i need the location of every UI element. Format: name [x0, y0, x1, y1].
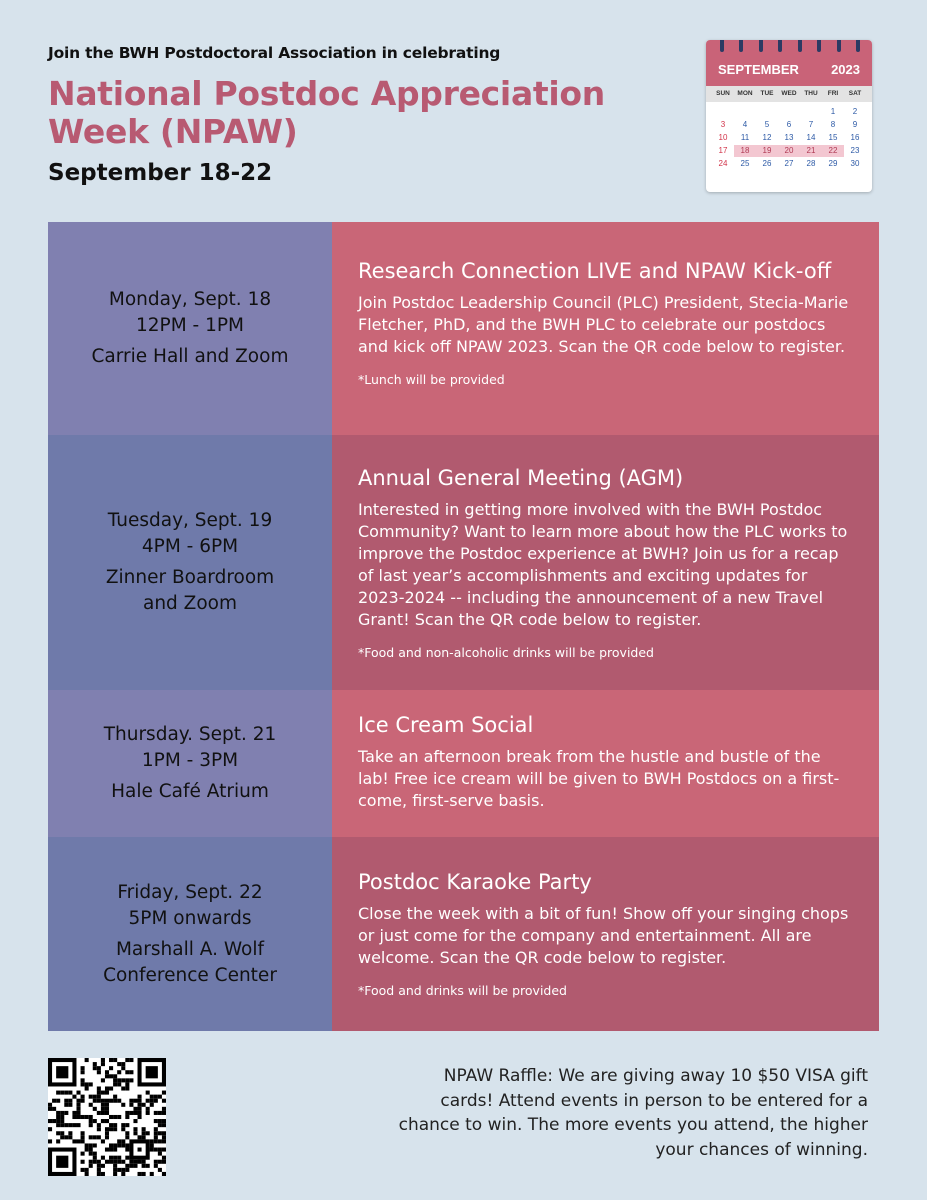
- calendar-day: 26: [762, 159, 772, 168]
- event-location: Hale Café Atrium: [111, 781, 269, 802]
- calendar-day: 21: [800, 145, 822, 157]
- calendar-day: [800, 106, 822, 118]
- event-details: [332, 435, 879, 690]
- qr-code-icon: [48, 1058, 166, 1176]
- event-time: 5PM onwards: [128, 907, 252, 929]
- calendar-day: 13: [784, 133, 794, 142]
- calendar-day: 12: [762, 133, 772, 142]
- event-when: [48, 222, 332, 435]
- calendar-day: 3: [720, 120, 726, 129]
- event-when: [48, 690, 332, 837]
- event-time: 1PM - 3PM: [141, 750, 239, 771]
- calendar-month: SEPTEMBER: [718, 62, 799, 77]
- event-location: Carrie Hall and Zoom: [91, 346, 289, 367]
- calendar-day: 23: [850, 146, 860, 155]
- event-day: Monday, Sept. 18: [108, 289, 272, 310]
- event-location: and Zoom: [142, 593, 238, 614]
- calendar-day: 5: [764, 120, 770, 129]
- event-day: Friday, Sept. 22: [117, 881, 263, 903]
- calendar-day: 22: [822, 145, 844, 157]
- event-location: Marshall A. Wolf: [115, 938, 265, 960]
- event-description: Close the week with a bit of fun! Show off your singing chops or just come for the company and entertainment. All are welcome. Scan the QR code below to register.: [358, 904, 849, 967]
- calendar-day: 20: [778, 145, 800, 157]
- calendar-year: 2023: [831, 62, 860, 77]
- calendar-weekday: WED: [781, 90, 797, 97]
- event-details: [332, 222, 879, 435]
- calendar-days: [706, 102, 872, 174]
- calendar-day: 10: [718, 133, 728, 142]
- calendar-day: 7: [808, 120, 814, 129]
- event-location: Conference Center: [103, 964, 277, 986]
- calendar-day: 25: [740, 159, 750, 168]
- calendar-day: [778, 106, 800, 118]
- event-details: [332, 837, 879, 1031]
- calendar-day: 9: [852, 120, 858, 129]
- event-location: Zinner Boardroom: [105, 567, 275, 588]
- event-dates: September 18-22: [48, 160, 273, 186]
- event-day: Thursday. Sept. 21: [103, 724, 277, 745]
- calendar-day: [712, 106, 734, 118]
- calendar-day: 19: [756, 145, 778, 157]
- event-row-friday: [48, 837, 879, 1031]
- calendar-day: 11: [740, 133, 750, 142]
- calendar-weekday: SAT: [848, 90, 862, 97]
- event-title: Postdoc Karaoke Party: [358, 870, 592, 894]
- qr-code[interactable]: [48, 1058, 166, 1176]
- event-row-monday: [48, 222, 879, 435]
- calendar-day: 16: [850, 133, 860, 142]
- title-line-1: National Postdoc Appreciation: [48, 74, 605, 113]
- calendar-day: [734, 106, 756, 118]
- calendar-day: [756, 106, 778, 118]
- event-when: [48, 435, 332, 690]
- calendar-weekday: SUN: [716, 90, 730, 97]
- calendar-day: 2: [852, 107, 858, 116]
- event-note: *Food and non-alcoholic drinks will be provided: [358, 645, 654, 660]
- event-note: *Lunch will be provided: [358, 372, 505, 387]
- calendar-day: 1: [830, 107, 836, 116]
- event-description: Join Postdoc Leadership Council (PLC) President, Stecia-Marie Fletcher, PhD, and the BWH PLC to celebrate our postdocs and kick off NPAW 2023. Scan the QR code below to register.: [358, 293, 849, 356]
- calendar-day: 8: [830, 120, 836, 129]
- calendar-day: 28: [806, 159, 816, 168]
- calendar-day: 29: [828, 159, 838, 168]
- event-row-thursday: [48, 690, 879, 837]
- event-description: Take an afternoon break from the hustle and bustle of the lab! Free ice cream will be given to BWH Postdocs on a first-come, first-serve basis.: [358, 747, 840, 810]
- calendar-header: [706, 40, 872, 86]
- event-description: Interested in getting more involved with the BWH Postdoc Community? Want to learn more about how the PLC works to improve the Postdoc experience at BWH? Join us for a recap of last year’s accomplishments and exciting updates for 2023-2024 -- including the announcement of a new Travel Grant! Scan the QR code below to register.: [358, 500, 848, 629]
- event-row-tuesday: [48, 435, 879, 690]
- calendar-rings: [720, 40, 860, 56]
- raffle-text: NPAW Raffle: We are giving away 10 $50 VISA gift cards! Attend events in person to be entered for a chance to win. The more events you attend, the higher your chances of winning.: [398, 1066, 868, 1160]
- event-title: Annual General Meeting (AGM): [358, 466, 684, 490]
- page-title: [48, 75, 605, 151]
- event-time: 12PM - 1PM: [136, 315, 244, 336]
- calendar-day: 6: [786, 120, 792, 129]
- intro-text: Join the BWH Postdoctoral Association in celebrating: [48, 44, 501, 62]
- calendar-weekday: TUE: [760, 90, 774, 97]
- event-time: 4PM - 6PM: [141, 536, 239, 557]
- calendar-day: 17: [718, 146, 728, 155]
- calendar-day: 4: [742, 120, 748, 129]
- calendar-day: 15: [828, 133, 838, 142]
- calendar-weekday: FRI: [827, 90, 839, 97]
- calendar-day: 30: [850, 159, 860, 168]
- calendar-weekdays: [706, 86, 872, 102]
- calendar-weekday: MON: [737, 90, 753, 97]
- calendar-day: 18: [734, 145, 756, 157]
- calendar-graphic: [706, 40, 872, 192]
- calendar-weekday: THU: [804, 90, 818, 97]
- events-table: [48, 222, 879, 1031]
- title-line-2: Week (NPAW): [48, 112, 298, 151]
- event-day: Tuesday, Sept. 19: [107, 510, 273, 531]
- calendar-day: 14: [806, 133, 816, 142]
- event-details: [332, 690, 879, 837]
- event-title: Ice Cream Social: [358, 713, 534, 737]
- calendar-day: 24: [718, 159, 728, 168]
- event-note: *Food and drinks will be provided: [358, 983, 567, 998]
- event-title: Research Connection LIVE and NPAW Kick-off: [358, 259, 832, 283]
- event-when: [48, 837, 332, 1031]
- calendar-day: 27: [784, 159, 794, 168]
